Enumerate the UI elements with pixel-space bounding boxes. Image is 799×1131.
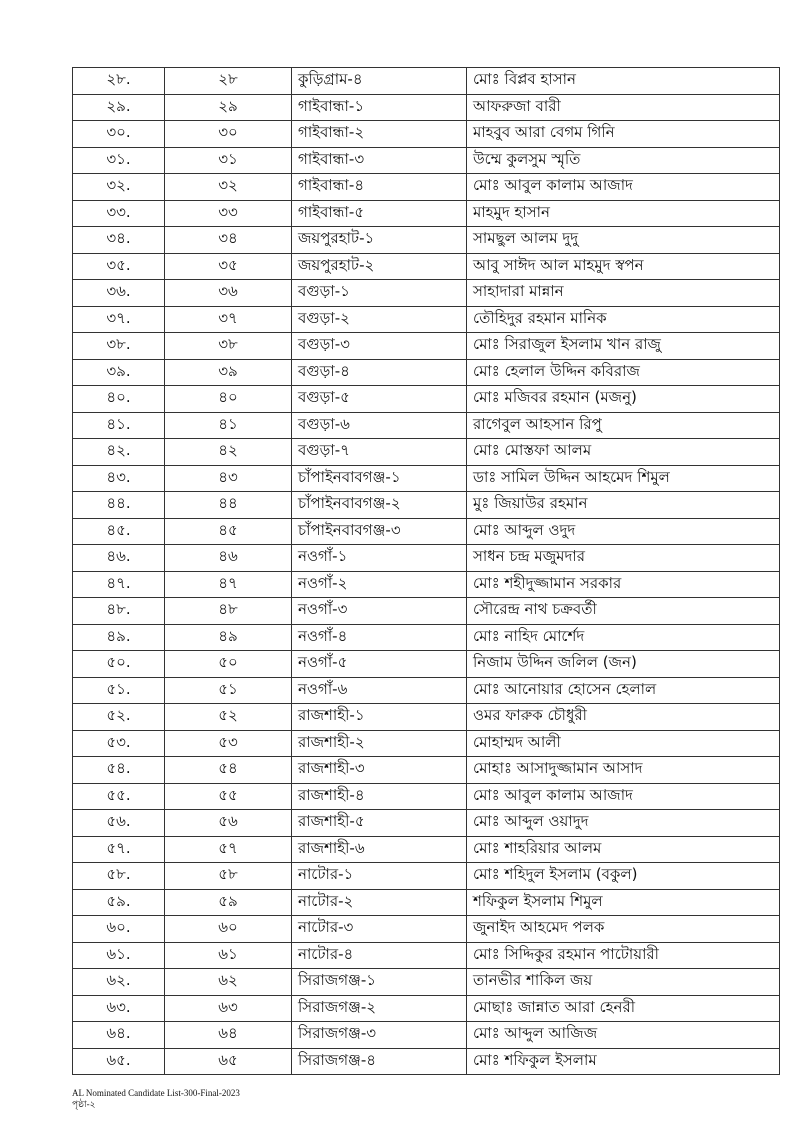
- candidate-table: [72, 67, 780, 1075]
- serial-cell: ৪৩.: [73, 465, 165, 492]
- candidate-name-cell: মাহমুদ হাসান: [467, 200, 780, 227]
- serial-cell: ৫৪.: [73, 757, 165, 784]
- table-row: [73, 1048, 780, 1075]
- serial-cell: ৫৯.: [73, 889, 165, 916]
- candidate-name-cell: মোঃ শফিকুল ইসলাম: [467, 1048, 780, 1075]
- table-row: [73, 916, 780, 943]
- seat-number-cell: ৩৬: [165, 280, 292, 307]
- candidate-name-cell: মোঃ নাহিদ মোর্শেদ: [467, 624, 780, 651]
- candidate-name-cell: মোঃ মোস্তফা আলম: [467, 439, 780, 466]
- seat-number-cell: ৩২: [165, 174, 292, 201]
- table-row: [73, 704, 780, 731]
- constituency-cell: সিরাজগঞ্জ-৪: [292, 1048, 467, 1075]
- table-row: [73, 333, 780, 360]
- candidate-name-cell: মোঃ সিদ্দিকুর রহমান পাটোয়ারী: [467, 942, 780, 969]
- candidate-name-cell: সাধন চন্দ্র মজুমদার: [467, 545, 780, 572]
- serial-cell: ৩৫.: [73, 253, 165, 280]
- serial-cell: ৪৫.: [73, 518, 165, 545]
- serial-cell: ৪৭.: [73, 571, 165, 598]
- table-row: [73, 757, 780, 784]
- seat-number-cell: ৩৮: [165, 333, 292, 360]
- seat-number-cell: ৪৮: [165, 598, 292, 625]
- seat-number-cell: ৪০: [165, 386, 292, 413]
- table-row: [73, 783, 780, 810]
- page-number: পৃষ্ঠা-২: [72, 1099, 96, 1109]
- constituency-cell: রাজশাহী-২: [292, 730, 467, 757]
- table-row: [73, 306, 780, 333]
- constituency-cell: সিরাজগঞ্জ-১: [292, 969, 467, 996]
- seat-number-cell: ৫৩: [165, 730, 292, 757]
- seat-number-cell: ২৯: [165, 94, 292, 121]
- serial-cell: ৩৮.: [73, 333, 165, 360]
- candidate-name-cell: নিজাম উদ্দিন জলিল (জন): [467, 651, 780, 678]
- serial-cell: ৪৯.: [73, 624, 165, 651]
- table-row: [73, 253, 780, 280]
- candidate-name-cell: মোঃ আব্দুল আজিজ: [467, 1022, 780, 1049]
- constituency-cell: চাঁপাইনবাবগঞ্জ-২: [292, 492, 467, 519]
- table-row: [73, 147, 780, 174]
- table-row: [73, 359, 780, 386]
- candidate-name-cell: মোঃ আনোয়ার হোসেন হেলাল: [467, 677, 780, 704]
- candidate-name-cell: উম্মে কুলসুম স্মৃতি: [467, 147, 780, 174]
- table-row: [73, 94, 780, 121]
- candidate-name-cell: শফিকুল ইসলাম শিমুল: [467, 889, 780, 916]
- table-row: [73, 995, 780, 1022]
- serial-cell: ৩১.: [73, 147, 165, 174]
- table-row: [73, 412, 780, 439]
- constituency-cell: গাইবান্ধা-৩: [292, 147, 467, 174]
- serial-cell: ৩৯.: [73, 359, 165, 386]
- constituency-cell: রাজশাহী-৬: [292, 836, 467, 863]
- seat-number-cell: ৬৫: [165, 1048, 292, 1075]
- constituency-cell: নওগাঁ-২: [292, 571, 467, 598]
- table-row: [73, 121, 780, 148]
- seat-number-cell: ৪৪: [165, 492, 292, 519]
- serial-cell: ৬৫.: [73, 1048, 165, 1075]
- constituency-cell: নওগাঁ-১: [292, 545, 467, 572]
- serial-cell: ২৮.: [73, 68, 165, 95]
- table-row: [73, 810, 780, 837]
- serial-cell: ৪৮.: [73, 598, 165, 625]
- seat-number-cell: ৪১: [165, 412, 292, 439]
- serial-cell: ৬০.: [73, 916, 165, 943]
- candidate-name-cell: মোঃ হেলাল উদ্দিন কবিরাজ: [467, 359, 780, 386]
- candidate-name-cell: আবু সাঈদ আল মাহমুদ স্বপন: [467, 253, 780, 280]
- serial-cell: ৫০.: [73, 651, 165, 678]
- serial-cell: ৫১.: [73, 677, 165, 704]
- seat-number-cell: ৩৭: [165, 306, 292, 333]
- seat-number-cell: ৪৫: [165, 518, 292, 545]
- seat-number-cell: ৩৪: [165, 227, 292, 254]
- seat-number-cell: ৫১: [165, 677, 292, 704]
- candidate-name-cell: তৌহিদুর রহমান মানিক: [467, 306, 780, 333]
- candidate-name-cell: মোঃ শাহরিয়ার আলম: [467, 836, 780, 863]
- table-row: [73, 518, 780, 545]
- serial-cell: ৩৪.: [73, 227, 165, 254]
- seat-number-cell: ৩৫: [165, 253, 292, 280]
- seat-number-cell: ৩৯: [165, 359, 292, 386]
- table-row: [73, 174, 780, 201]
- candidate-name-cell: আফরুজা বারী: [467, 94, 780, 121]
- table-row: [73, 863, 780, 890]
- serial-cell: ৫৫.: [73, 783, 165, 810]
- table-row: [73, 200, 780, 227]
- table-row: [73, 598, 780, 625]
- constituency-cell: নওগাঁ-৪: [292, 624, 467, 651]
- constituency-cell: রাজশাহী-৪: [292, 783, 467, 810]
- seat-number-cell: ৩০: [165, 121, 292, 148]
- candidate-name-cell: জুনাইদ আহমেদ পলক: [467, 916, 780, 943]
- constituency-cell: রাজশাহী-৫: [292, 810, 467, 837]
- table-row: [73, 439, 780, 466]
- constituency-cell: চাঁপাইনবাবগঞ্জ-১: [292, 465, 467, 492]
- constituency-cell: গাইবান্ধা-৪: [292, 174, 467, 201]
- constituency-cell: কুড়িগ্রাম-৪: [292, 68, 467, 95]
- constituency-cell: রাজশাহী-৩: [292, 757, 467, 784]
- candidate-name-cell: সাহাদারা মান্নান: [467, 280, 780, 307]
- seat-number-cell: ৫৮: [165, 863, 292, 890]
- candidate-name-cell: মোঃ আবুল কালাম আজাদ: [467, 174, 780, 201]
- constituency-cell: নওগাঁ-৫: [292, 651, 467, 678]
- table-row: [73, 465, 780, 492]
- seat-number-cell: ২৮: [165, 68, 292, 95]
- serial-cell: ৬২.: [73, 969, 165, 996]
- candidate-name-cell: ডাঃ সামিল উদ্দিন আহমেদ শিমুল: [467, 465, 780, 492]
- table-row: [73, 624, 780, 651]
- constituency-cell: বগুড়া-৪: [292, 359, 467, 386]
- seat-number-cell: ৫৭: [165, 836, 292, 863]
- constituency-cell: নাটোর-৪: [292, 942, 467, 969]
- serial-cell: ৩৩.: [73, 200, 165, 227]
- candidate-name-cell: মোছাঃ জান্নাত আরা হেনরী: [467, 995, 780, 1022]
- constituency-cell: গাইবান্ধা-২: [292, 121, 467, 148]
- table-row: [73, 677, 780, 704]
- seat-number-cell: ৬০: [165, 916, 292, 943]
- constituency-cell: রাজশাহী-১: [292, 704, 467, 731]
- seat-number-cell: ৪২: [165, 439, 292, 466]
- serial-cell: ৫৩.: [73, 730, 165, 757]
- seat-number-cell: ৬৪: [165, 1022, 292, 1049]
- seat-number-cell: ৩৩: [165, 200, 292, 227]
- table-row: [73, 836, 780, 863]
- serial-cell: ৪৬.: [73, 545, 165, 572]
- constituency-cell: বগুড়া-১: [292, 280, 467, 307]
- seat-number-cell: ৫৪: [165, 757, 292, 784]
- candidate-name-cell: ওমর ফারুক চৌধুরী: [467, 704, 780, 731]
- constituency-cell: নাটোর-৩: [292, 916, 467, 943]
- seat-number-cell: ৬১: [165, 942, 292, 969]
- serial-cell: ৪০.: [73, 386, 165, 413]
- constituency-cell: গাইবান্ধা-৫: [292, 200, 467, 227]
- serial-cell: ৬৩.: [73, 995, 165, 1022]
- table-row: [73, 889, 780, 916]
- seat-number-cell: ৫২: [165, 704, 292, 731]
- constituency-cell: সিরাজগঞ্জ-৩: [292, 1022, 467, 1049]
- candidate-name-cell: মুঃ জিয়াউর রহমান: [467, 492, 780, 519]
- serial-cell: ৪২.: [73, 439, 165, 466]
- constituency-cell: নাটোর-১: [292, 863, 467, 890]
- serial-cell: ৬১.: [73, 942, 165, 969]
- constituency-cell: গাইবান্ধা-১: [292, 94, 467, 121]
- constituency-cell: চাঁপাইনবাবগঞ্জ-৩: [292, 518, 467, 545]
- table-row: [73, 545, 780, 572]
- table-row: [73, 227, 780, 254]
- candidate-name-cell: মোঃ মজিবর রহমান (মজনু): [467, 386, 780, 413]
- seat-number-cell: ৪৬: [165, 545, 292, 572]
- candidate-name-cell: মোঃ শহীদুজ্জামান সরকার: [467, 571, 780, 598]
- candidate-name-cell: মোঃ আবুল কালাম আজাদ: [467, 783, 780, 810]
- candidate-name-cell: মোঃ আব্দুল ওয়াদুদ: [467, 810, 780, 837]
- serial-cell: ৩০.: [73, 121, 165, 148]
- serial-cell: ৫২.: [73, 704, 165, 731]
- table-row: [73, 492, 780, 519]
- seat-number-cell: ৪৩: [165, 465, 292, 492]
- serial-cell: ৩৭.: [73, 306, 165, 333]
- constituency-cell: বগুড়া-৫: [292, 386, 467, 413]
- table-row: [73, 571, 780, 598]
- candidate-name-cell: রাগেবুল আহসান রিপু: [467, 412, 780, 439]
- serial-cell: ৩৬.: [73, 280, 165, 307]
- page-footer: [72, 1088, 240, 1110]
- serial-cell: ৬৪.: [73, 1022, 165, 1049]
- table-row: [73, 280, 780, 307]
- table-row: [73, 386, 780, 413]
- seat-number-cell: ৬৩: [165, 995, 292, 1022]
- seat-number-cell: ৫৯: [165, 889, 292, 916]
- table-row: [73, 1022, 780, 1049]
- seat-number-cell: ৪৭: [165, 571, 292, 598]
- constituency-cell: সিরাজগঞ্জ-২: [292, 995, 467, 1022]
- serial-cell: ৫৮.: [73, 863, 165, 890]
- serial-cell: ৫৬.: [73, 810, 165, 837]
- seat-number-cell: ৫০: [165, 651, 292, 678]
- document-id: AL Nominated Candidate List-300-Final-2023: [72, 1088, 240, 1098]
- serial-cell: ৩২.: [73, 174, 165, 201]
- candidate-name-cell: সামছুল আলম দুদু: [467, 227, 780, 254]
- table-row: [73, 942, 780, 969]
- candidate-name-cell: মোঃ বিপ্লব হাসান: [467, 68, 780, 95]
- seat-number-cell: ৫৫: [165, 783, 292, 810]
- seat-number-cell: ৬২: [165, 969, 292, 996]
- candidate-table-body: [73, 68, 780, 1075]
- constituency-cell: বগুড়া-৬: [292, 412, 467, 439]
- candidate-name-cell: মোহাম্মদ আলী: [467, 730, 780, 757]
- constituency-cell: বগুড়া-৭: [292, 439, 467, 466]
- table-row: [73, 651, 780, 678]
- serial-cell: ৪১.: [73, 412, 165, 439]
- constituency-cell: জয়পুরহাট-২: [292, 253, 467, 280]
- seat-number-cell: ৫৬: [165, 810, 292, 837]
- table-row: [73, 68, 780, 95]
- candidate-name-cell: মোহাঃ আসাদুজ্জামান আসাদ: [467, 757, 780, 784]
- serial-cell: ৪৪.: [73, 492, 165, 519]
- constituency-cell: বগুড়া-৩: [292, 333, 467, 360]
- seat-number-cell: ৪৯: [165, 624, 292, 651]
- serial-cell: ৫৭.: [73, 836, 165, 863]
- constituency-cell: নাটোর-২: [292, 889, 467, 916]
- table-row: [73, 730, 780, 757]
- candidate-name-cell: মোঃ সিরাজুল ইসলাম খান রাজু: [467, 333, 780, 360]
- constituency-cell: জয়পুরহাট-১: [292, 227, 467, 254]
- constituency-cell: নওগাঁ-৩: [292, 598, 467, 625]
- constituency-cell: বগুড়া-২: [292, 306, 467, 333]
- table-row: [73, 969, 780, 996]
- candidate-name-cell: মোঃ শহিদুল ইসলাম (বকুল): [467, 863, 780, 890]
- serial-cell: ২৯.: [73, 94, 165, 121]
- candidate-name-cell: মোঃ আব্দুল ওদুদ: [467, 518, 780, 545]
- candidate-name-cell: মাহবুব আরা বেগম গিনি: [467, 121, 780, 148]
- candidate-name-cell: তানভীর শাকিল জয়: [467, 969, 780, 996]
- seat-number-cell: ৩১: [165, 147, 292, 174]
- candidate-name-cell: সৌরেন্দ্র নাথ চক্রবর্তী: [467, 598, 780, 625]
- constituency-cell: নওগাঁ-৬: [292, 677, 467, 704]
